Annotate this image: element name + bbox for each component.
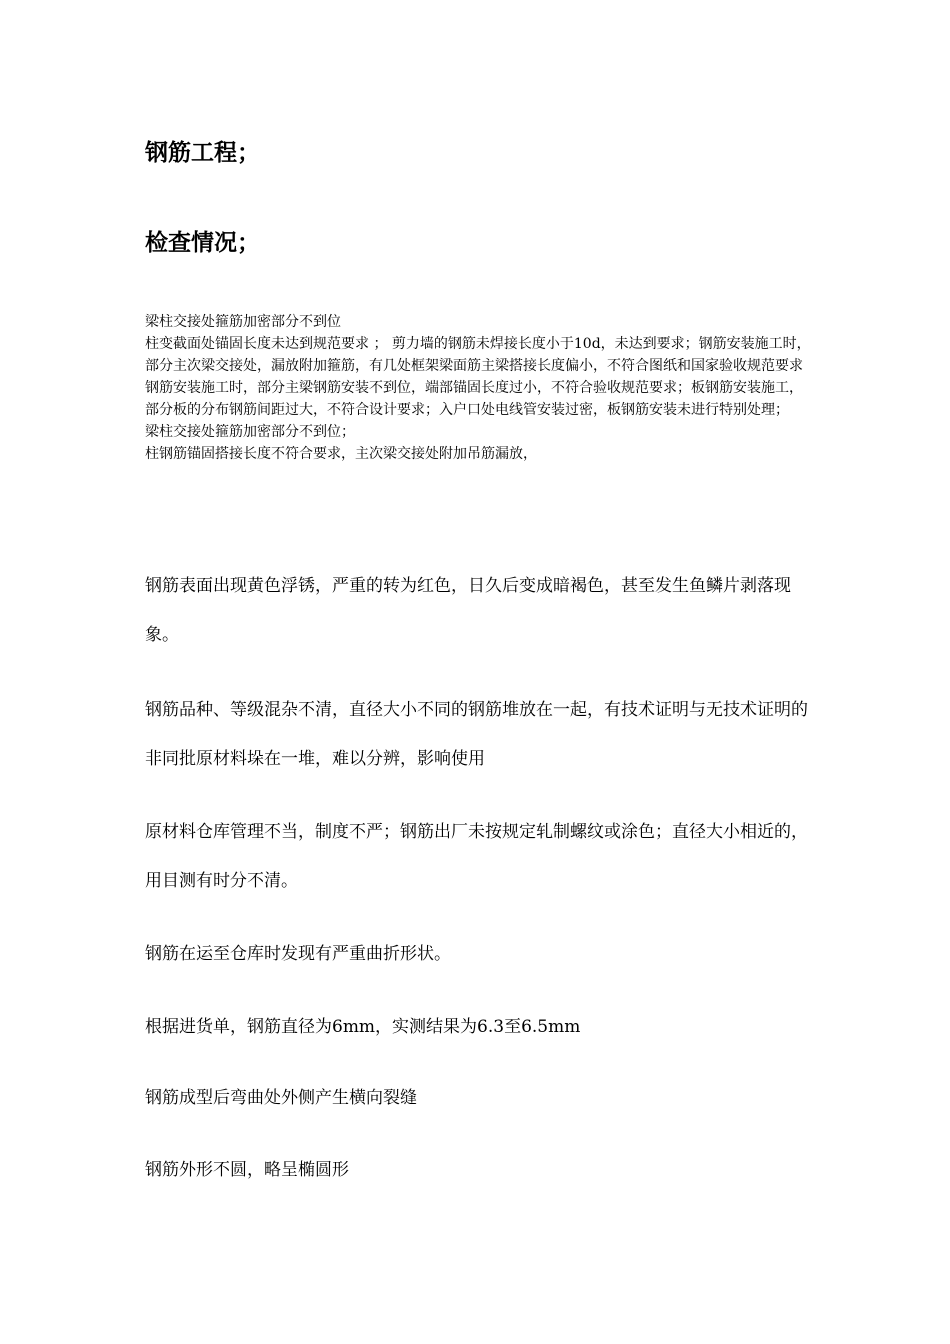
paragraph-mixed-grades: 钢筋品种、等级混杂不清，直径大小不同的钢筋堆放在一起，有技术证明与无技术证明的非同批原材料垛在一堆，难以分辨，影响使用 (145, 700, 808, 769)
line-diameter: 根据进货单，钢筋直径为6mm，实测结果为6.3至6.5mm (145, 1017, 581, 1037)
section-heading: 检查情况； (145, 230, 260, 256)
line-cracks: 钢筋成型后弯曲处外侧产生横向裂缝 (145, 1088, 417, 1108)
note-item: 钢筋安装施工时，部分主梁钢筋安装不到位，端部锚固长度过小，不符合验收规范要求；板钢筋安装施工，部分板的分布钢筋间距过大，不符合设计要求；入户口处电线管安装过密，板钢筋安装未进行特别处理； (145, 380, 803, 418)
note-item: 梁柱交接处箍筋加密部分不到位； (145, 424, 355, 440)
line-bent-bars: 钢筋在运至仓库时发现有严重曲折形状。 (145, 944, 451, 964)
paragraph-rust: 钢筋表面出现黄色浮锈，严重的转为红色，日久后变成暗褐色，甚至发生鱼鳞片剥落现象。 (145, 576, 791, 645)
note-item: 梁柱交接处箍筋加密部分不到位 (145, 314, 341, 330)
document-title: 钢筋工程； (145, 140, 260, 166)
inspection-notes (145, 311, 815, 465)
line-oval-shape: 钢筋外形不圆，略呈椭圆形 (145, 1160, 349, 1180)
note-item: 柱钢筋锚固搭接长度不符合要求，主次梁交接处附加吊筋漏放， (145, 446, 537, 462)
note-item: 柱变截面处锚固长度未达到规范要求 ； 剪力墙的钢筋未焊接长度小于10d，未达到要求；钢筋安装施工时，部分主次梁交接处，漏放附加箍筋，有几处框架梁面筋主梁搭接长度偏小，不符合图纸和国家验收规范要求 (145, 336, 811, 374)
paragraph-warehouse: 原材料仓库管理不当，制度不严；钢筋出厂未按规定轧制螺纹或涂色；直径大小相近的，用目测有时分不清。 (145, 822, 808, 891)
